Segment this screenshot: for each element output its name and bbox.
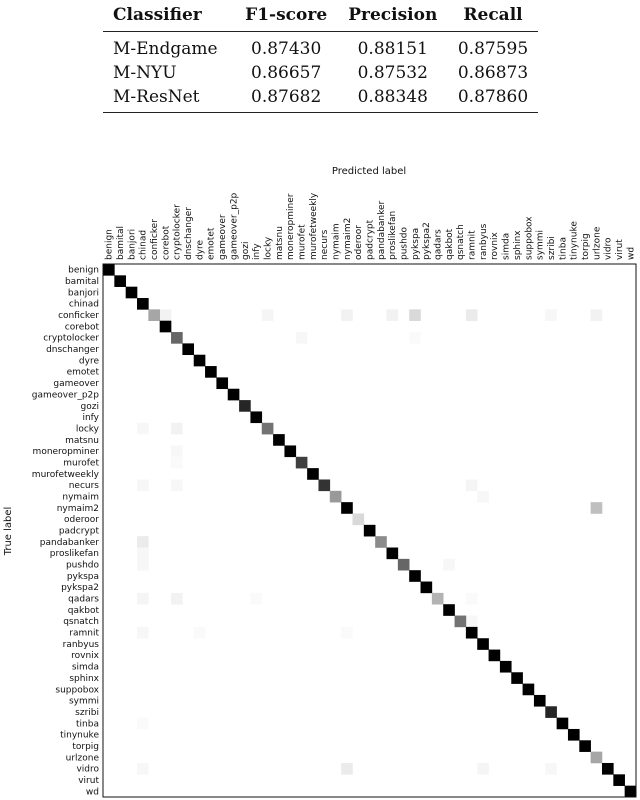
heatmap-diagonal-cell (364, 525, 376, 537)
heatmap-cell (194, 627, 206, 639)
cell-recall: 0.87595 (457, 39, 529, 59)
x-tick-label: szribi (546, 236, 557, 260)
heatmap-cell (171, 457, 183, 469)
y-tick-label: moneropminer (32, 447, 99, 458)
x-tick-label: dnschanger (184, 207, 195, 260)
heatmap-diagonal-cell (477, 638, 489, 650)
heatmap-diagonal-cell (160, 321, 172, 333)
heatmap-diagonal-cell (330, 491, 342, 503)
y-tick-label: ranbyus (62, 639, 99, 650)
heatmap-diagonal-cell (126, 287, 138, 299)
heatmap-diagonal-cell (455, 616, 467, 628)
cell-precision: 0.88151 (357, 39, 428, 59)
heatmap-diagonal-cell (443, 604, 455, 616)
heatmap-cell (477, 491, 489, 503)
y-tick-label: tinba (76, 719, 99, 730)
heatmap-diagonal-cell (568, 729, 580, 741)
y-tick-label: urlzone (65, 753, 99, 764)
x-tick-label: pandabanker (376, 200, 387, 260)
x-tick-label: pushdo (399, 226, 410, 260)
y-tick-label: sphinx (69, 673, 99, 684)
heatmap-cell (466, 616, 478, 628)
cell-f1: 0.86657 (251, 63, 322, 83)
x-tick-label: tinynuke (569, 221, 580, 260)
heatmap-diagonal-cell (296, 457, 308, 469)
heatmap-diagonal-cell (523, 684, 535, 696)
heatmap-cell (545, 763, 557, 775)
y-axis-title: True label (3, 506, 14, 556)
x-tick-label: dyre (195, 239, 206, 260)
heatmap-diagonal-cell (557, 718, 569, 730)
heatmap-cell (341, 627, 353, 639)
heatmap-diagonal-cell (375, 536, 387, 548)
cell-recall: 0.87860 (457, 87, 529, 107)
y-tick-label: padcrypt (58, 526, 99, 537)
header-f1-score: F1-score (245, 5, 328, 25)
x-axis-title: Predicted label (331, 166, 407, 177)
heatmap-diagonal-cell (352, 513, 364, 525)
heatmap-diagonal-cell (511, 672, 523, 684)
heatmap-diagonal-cell (284, 445, 296, 457)
heatmap-cell (137, 536, 149, 548)
heatmap-diagonal-cell (114, 275, 126, 287)
x-tick-label: padcrypt (365, 219, 376, 260)
y-tick-label: wd (85, 787, 99, 798)
heatmap-cell (296, 332, 308, 344)
x-tick-label: suppobox (524, 216, 535, 260)
y-tick-label: tinynuke (60, 730, 99, 741)
y-tick-label: oderoor (64, 515, 99, 526)
y-tick-label: gozi (80, 401, 99, 412)
x-tick-label: nymaim (331, 223, 342, 260)
x-tick-label: symmi (535, 229, 546, 260)
y-tick-label: symmi (68, 696, 99, 707)
y-tick-label: murofet (63, 458, 99, 469)
heatmap-cell (171, 593, 183, 605)
y-tick-label: dyre (78, 356, 99, 367)
y-tick-label: corebot (64, 322, 99, 333)
y-tick-label: nymaim2 (56, 503, 99, 514)
header-recall: Recall (463, 5, 523, 25)
heatmap-diagonal-cell (613, 774, 625, 786)
heatmap-diagonal-cell (307, 468, 319, 480)
y-tick-label: bamital (64, 277, 99, 288)
heatmap-cell (160, 309, 172, 321)
heatmap-diagonal-cell (216, 377, 228, 389)
y-tick-label: qakbot (67, 605, 99, 616)
heatmap-diagonal-cell (137, 298, 149, 310)
x-tick-label: qakbot (444, 228, 455, 260)
cell-f1: 0.87682 (251, 87, 322, 107)
heatmap-cell (137, 423, 149, 435)
heatmap-cell (137, 718, 149, 730)
heatmap-cell (591, 309, 603, 321)
heatmap-cell (137, 763, 149, 775)
x-tick-label: necurs (320, 229, 331, 260)
heatmap-diagonal-cell (341, 502, 353, 514)
x-tick-label: wd (626, 246, 637, 260)
x-tick-label: gameover (218, 214, 229, 260)
heatmap-diagonal-cell (466, 627, 478, 639)
y-tick-label: vidro (76, 764, 99, 775)
y-tick-label: torpig (72, 741, 99, 752)
x-tick-label: gameover_p2p (229, 192, 240, 260)
x-tick-label: matsnu (274, 226, 285, 260)
x-tick-label: rovnix (490, 232, 501, 260)
heatmap-cell (387, 309, 399, 321)
heatmap-diagonal-cell (421, 582, 433, 594)
y-tick-label: simda (71, 662, 99, 673)
x-tick-labels (105, 192, 637, 260)
y-tick-label: qadars (68, 594, 99, 605)
y-tick-label: qsnatch (63, 617, 99, 628)
y-tick-label: dnschanger (46, 345, 99, 356)
heatmap-cell (171, 445, 183, 457)
heatmap-cell (262, 309, 274, 321)
heatmap-cell (409, 309, 421, 321)
x-tick-label: bamital (116, 225, 127, 260)
y-tick-label: benign (68, 265, 99, 276)
y-tick-label: gameover_p2p (31, 390, 99, 401)
heatmap-cell (591, 502, 603, 514)
heatmap-diagonal-cell (579, 740, 591, 752)
y-tick-label: proslikefan (49, 549, 99, 560)
heatmap-cell (466, 479, 478, 491)
y-tick-label: ramnit (69, 628, 99, 639)
y-tick-label: virut (78, 775, 99, 786)
heatmap-diagonal-cell (273, 434, 285, 446)
heatmap-diagonal-cell (205, 366, 217, 378)
y-tick-label: pykspa2 (61, 583, 99, 594)
heatmap-diagonal-cell (398, 559, 410, 571)
x-tick-label: gozi (240, 241, 251, 260)
heatmap-diagonal-cell (318, 479, 330, 491)
y-tick-label: pykspa (66, 571, 99, 582)
heatmap-cell (477, 763, 489, 775)
heatmap-diagonal-cell (171, 332, 183, 344)
x-tick-label: murofetweekly (308, 192, 319, 260)
heatmap-cell (341, 763, 353, 775)
header-precision: Precision (348, 5, 438, 25)
x-tick-label: qsnatch (456, 224, 467, 260)
heatmap-cell (466, 593, 478, 605)
x-tick-label: benign (104, 229, 115, 260)
heatmap-diagonal-cell (194, 355, 206, 367)
cell-classifier: M-ResNet (113, 87, 200, 107)
cell-classifier: M-NYU (113, 63, 177, 83)
x-tick-label: tinba (558, 237, 569, 260)
y-tick-label: matsnu (65, 435, 99, 446)
x-tick-label: banjori (127, 228, 138, 260)
x-tick-label: qadars (433, 229, 444, 260)
y-tick-label: pandabanker (39, 537, 99, 548)
x-tick-label: moneropminer (286, 193, 297, 260)
heatmap-diagonal-cell (148, 309, 160, 321)
x-tick-label: virut (614, 239, 625, 260)
y-tick-label: banjori (67, 288, 99, 299)
heatmap-diagonal-cell (239, 400, 251, 412)
cell-classifier: M-Endgame (113, 39, 218, 59)
heatmap-diagonal-cell (432, 593, 444, 605)
heatmap-cell (545, 309, 557, 321)
heatmap-diagonal-cell (103, 264, 115, 276)
heatmap-cells (103, 264, 636, 797)
y-tick-label: nymaim (62, 492, 99, 503)
heatmap-diagonal-cell (250, 411, 262, 423)
heatmap-cell (137, 559, 149, 571)
x-tick-label: vidro (603, 237, 614, 260)
x-tick-label: urlzone (592, 226, 603, 260)
x-tick-label: ramnit (467, 230, 478, 260)
y-tick-label: rovnix (71, 651, 99, 662)
x-tick-label: ranbyus (478, 223, 489, 260)
heatmap-diagonal-cell (489, 650, 501, 662)
y-tick-label: locky (75, 424, 99, 435)
x-tick-label: torpig (580, 233, 591, 260)
y-tick-label: infy (82, 413, 99, 424)
x-tick-label: conficker (150, 219, 161, 260)
x-tick-label: oderoor (354, 225, 365, 260)
x-tick-label: emotet (206, 227, 217, 260)
x-tick-label: locky (263, 236, 274, 260)
heatmap-diagonal-cell (387, 548, 399, 560)
cell-f1: 0.87430 (251, 39, 322, 59)
y-tick-label: murofetweekly (31, 469, 99, 480)
heatmap-diagonal-cell (534, 695, 546, 707)
heatmap-diagonal-cell (545, 706, 557, 718)
heatmap-diagonal-cell (500, 661, 512, 673)
heatmap-cell (137, 627, 149, 639)
cell-precision: 0.87532 (357, 63, 428, 83)
x-tick-label: sphinx (512, 230, 523, 260)
y-tick-label: gameover (53, 379, 99, 390)
x-tick-label: cryptolocker (172, 204, 183, 260)
heatmap-cell (137, 548, 149, 560)
x-tick-label: chinad (138, 229, 149, 260)
x-tick-label: pykspa (410, 227, 421, 260)
y-tick-label: suppobox (55, 685, 99, 696)
x-tick-label: nymaim2 (342, 217, 353, 260)
cell-precision: 0.88348 (357, 87, 428, 107)
y-tick-labels (32, 266, 100, 798)
heatmap-diagonal-cell (625, 786, 637, 798)
y-tick-label: pushdo (65, 560, 99, 571)
x-tick-label: corebot (161, 225, 172, 260)
heatmap-cell (171, 479, 183, 491)
x-tick-label: murofet (297, 224, 308, 260)
x-tick-label: infy (252, 243, 263, 260)
heatmap-diagonal-cell (182, 343, 194, 355)
heatmap-cell (137, 593, 149, 605)
heatmap-cell (443, 559, 455, 571)
y-tick-label: necurs (68, 481, 99, 492)
x-tick-label: proslikefan (388, 210, 399, 260)
heatmap-diagonal-cell (262, 423, 274, 435)
heatmap-diagonal-cell (409, 570, 421, 582)
heatmap-cell (137, 479, 149, 491)
heatmap-diagonal-cell (602, 763, 614, 775)
heatmap-cell (466, 309, 478, 321)
heatmap-cell (409, 332, 421, 344)
y-tick-label: emotet (66, 367, 99, 378)
x-tick-label: pykspa2 (422, 222, 433, 260)
y-tick-label: conficker (58, 311, 99, 322)
cell-recall: 0.86873 (457, 63, 529, 83)
header-classifier: Classifier (113, 5, 202, 25)
heatmap-cell (171, 423, 183, 435)
y-tick-label: chinad (68, 299, 99, 310)
heatmap-diagonal-cell (228, 389, 240, 401)
heatmap-cell (250, 593, 262, 605)
heatmap-diagonal-cell (591, 752, 603, 764)
heatmap-cell (341, 309, 353, 321)
y-tick-label: szribi (75, 707, 99, 718)
y-tick-label: cryptolocker (43, 333, 99, 344)
x-tick-label: simda (501, 232, 512, 260)
